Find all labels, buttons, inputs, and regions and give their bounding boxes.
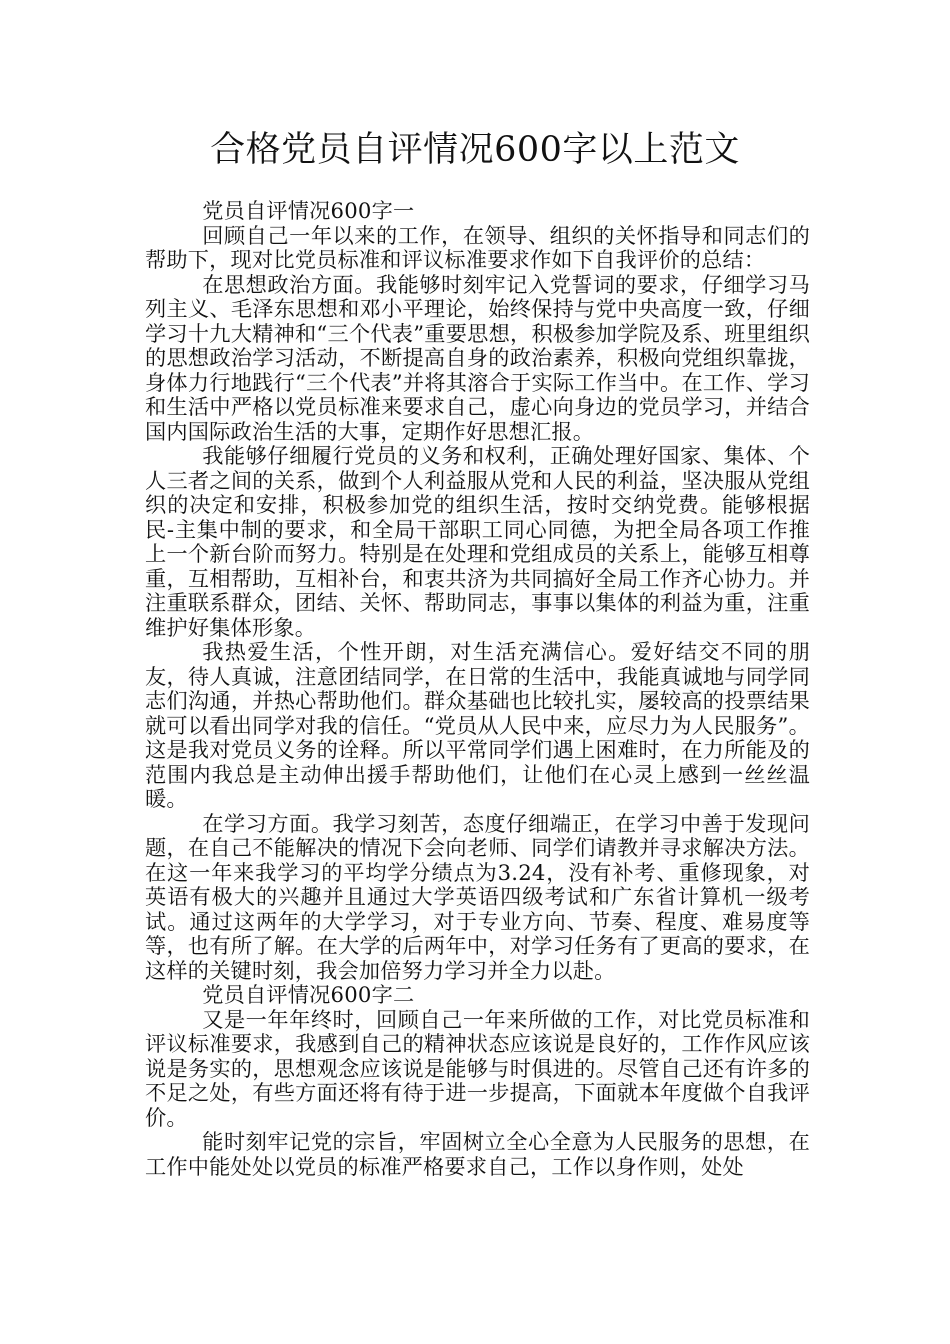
- paragraph-intro: 回顾自己一年以来的工作，在领导、组织的关怀指导和同志们的帮助下，现对比党员标准和评议标准要求作如下自我评价的总结：: [145, 222, 810, 272]
- paragraph-life: 我热爱生活，个性开朗，对生活充满信心。爱好结交不同的朋友，待人真诚，注意团结同学，在日常的生活中，我能真诚地与同学同志们沟通，并热心帮助他们。群众基础也比较扎实，屡较高的投票结果就可以看出同学对我的信任。“党员从人民中来，应尽力为人民服务”。这是我对党员义务的诠释。所以平常同学们遇上困难时，在力所能及的范围内我总是主动伸出援手帮助他们，让他们在心灵上感到一丝丝温暖。: [145, 639, 810, 811]
- section-heading-1: 党员自评情况600字一: [202, 198, 415, 223]
- document-title: 合格党员自评情况600字以上范文: [210, 130, 740, 170]
- section-heading-2: 党员自评情况600字二: [202, 982, 415, 1007]
- document-body: [145, 199, 810, 1179]
- paragraph-year-end: 又是一年年终时，回顾自己一年来所做的工作，对比党员标准和评议标准要求，我感到自己的精神状态应该说是良好的，工作作风应该说是务实的，思想观念应该说是能够与时俱进的。尽管自己还有许多的不足之处，有些方面还将有待于进一步提高，下面就本年度做个自我评价。: [145, 1006, 810, 1130]
- paragraph-purpose: 能时刻牢记党的宗旨，牢固树立全心全意为人民服务的思想，在工作中能处处以党员的标准严格要求自己，工作以身作则，处处: [145, 1129, 810, 1179]
- paragraph-study: 在学习方面。我学习刻苦，态度仔细端正，在学习中善于发现问题，在自己不能解决的情况下会向老师、同学们请教并寻求解决方法。在这一年来我学习的平均学分绩点为3.24，没有补考、重修现象，对英语有极大的兴趣并且通过大学英语四级考试和广东省计算机一级考试。通过这两年的大学学习，对于专业方向、节奏、程度、难易度等等，也有所了解。在大学的后两年中，对学习任务有了更高的要求，在这样的关键时刻，我会加倍努力学习并全力以赴。: [145, 810, 810, 983]
- paragraph-duties: 我能够仔细履行党员的义务和权利，正确处理好国家、集体、个人三者之间的关系，做到个人利益服从党和人民的利益，坚决服从党组织的决定和安排，积极参加党的组织生活，按时交纳党费。能够根据民-主集中制的要求，和全局干部职工同心同德，为把全局各项工作推上一个新台阶而努力。特别是在处理和党组成员的关系上，能够互相尊重，互相帮助，互相补台，和衷共济为共同搞好全局工作齐心协力。并注重联系群众，团结、关怀、帮助同志，事事以集体的利益为重，注重维护好集体形象。: [145, 443, 810, 640]
- paragraph-political: 在思想政治方面。我能够时刻牢记入党誓词的要求，仔细学习马列主义、毛泽东思想和邓小平理论，始终保持与党中央高度一致，仔细学习十九大精神和“三个代表”重要思想，积极参加学院及系、班里组织的思想政治学习活动，不断提高自身的政治素养，积极向党组织靠拢，身体力行地践行“三个代表”并将其溶合于实际工作当中。在工作、学习和生活中严格以党员标准来要求自己，虚心向身边的党员学习，并结合国内国际政治生活的大事，定期作好思想汇报。: [145, 271, 810, 444]
